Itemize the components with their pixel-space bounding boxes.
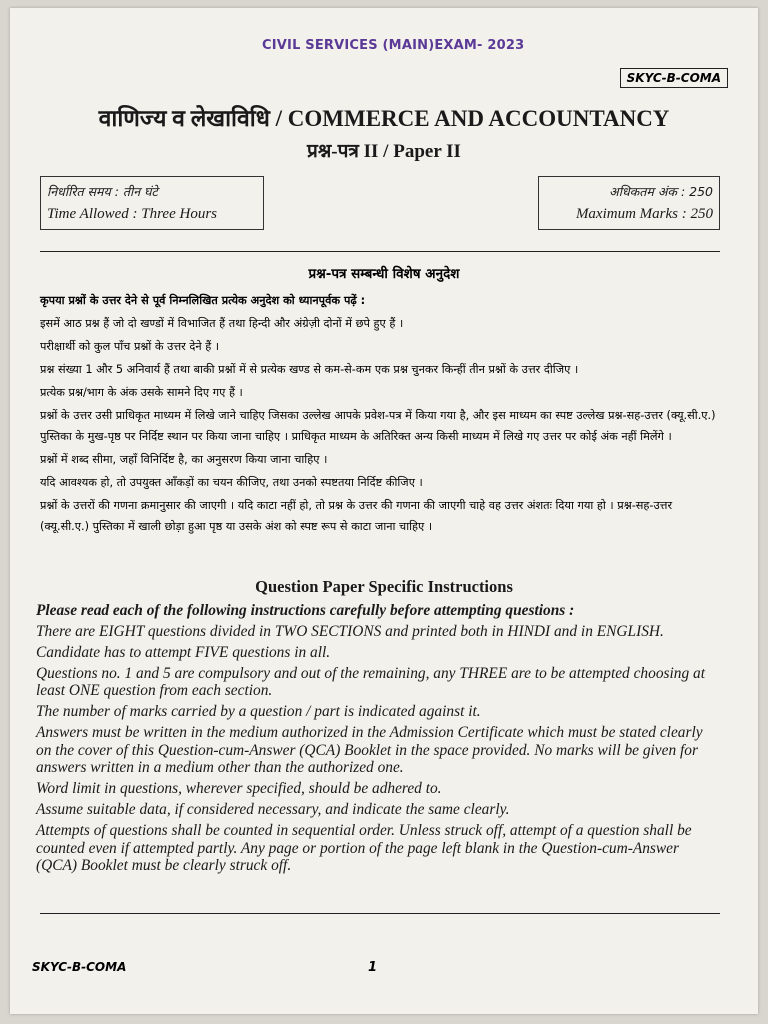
- english-instructions-heading: Question Paper Specific Instructions: [255, 577, 513, 596]
- page-number: 1: [368, 960, 378, 975]
- hindi-instruction-item: परीक्षार्थी को कुल पाँच प्रश्नों के उत्तर देने हैं ।: [40, 340, 220, 353]
- english-instruction-item: Assume suitable data, if considered necessary, and indicate the same clearly.: [36, 801, 510, 818]
- time-allowed-english: Time Allowed : Three Hours: [47, 206, 218, 222]
- hindi-instructions-lead: कृपया प्रश्नों के उत्तर देने से पूर्व निम्नलिखित प्रत्येक अनुदेश को ध्यानपूर्वक पढ़ें :: [40, 294, 366, 307]
- english-instructions-lead: Please read each of the following instructions carefully before attempting questions :: [36, 602, 575, 619]
- page-title: वाणिज्य व लेखाविधि / COMMERCE AND ACCOUNTANCY: [98, 106, 670, 131]
- question-paper-page: [10, 8, 758, 1014]
- english-instruction-item: Attempts of questions shall be counted in sequential order. Unless struck off, attempt of a question shall be counted even if attempted partly. Any page or portion of the page left blank in the Question-cum-Answer (QCA) Booklet must be clearly struck off.: [36, 822, 692, 874]
- maximum-marks-hindi: अधिकतम अंक : 250: [609, 184, 713, 199]
- exam-stamp: CIVIL SERVICES (MAIN)EXAM- 2023: [262, 38, 525, 53]
- time-allowed-hindi: निर्धारित समय : तीन घंटे: [47, 184, 158, 199]
- hindi-instruction-item: प्रश्नों के उत्तरों की गणना क्रमानुसार की जाएगी । यदि काटा नहीं हो, तो प्रश्न के उत्तर की गणना की जाएगी चाहे वह उत्तर अंशतः दिया गया हो । प्रश्न-सह-उत्तर (क्यू.सी.ए.) पुस्तिका में खाली छोड़ा हुआ पृष्ठ या उसके अंश को स्पष्ट रूप से काटा जाना चाहिए ।: [40, 499, 673, 533]
- hindi-instruction-item: यदि आवश्यक हो, तो उपयुक्त आँकड़ों का चयन कीजिए, तथा उनको स्पष्टतया निर्दिष्ट कीजिए ।: [40, 476, 423, 489]
- hindi-instruction-item: इसमें आठ प्रश्न हैं जो दो खण्डों में विभाजित हैं तथा हिन्दी और अंग्रेज़ी दोनों में छपे हुए हैं ।: [40, 317, 404, 330]
- paper-code-box: SKYC-B-COMA: [620, 68, 728, 88]
- english-instruction-item: Candidate has to attempt FIVE questions in all.: [36, 643, 331, 661]
- footer-paper-code: SKYC-B-COMA: [32, 960, 127, 974]
- divider-top: [40, 251, 720, 252]
- maximum-marks-box: [538, 176, 720, 230]
- hindi-instruction-item: प्रत्येक प्रश्न/भाग के अंक उसके सामने दिए गए हैं ।: [40, 386, 243, 399]
- maximum-marks-english: Maximum Marks : 250: [575, 206, 713, 222]
- english-instructions-list: [36, 602, 720, 878]
- hindi-instructions-heading: प्रश्न-पत्र सम्बन्धी विशेष अनुदेश: [308, 266, 460, 282]
- time-allowed-box: [40, 176, 264, 230]
- hindi-instructions-list: [40, 290, 720, 539]
- hindi-instruction-item: प्रश्न संख्या 1 और 5 अनिवार्य हैं तथा बाकी प्रश्नों में से प्रत्येक खण्ड से कम-से-कम एक प्रश्न चुनकर किन्हीं तीन प्रश्नों के उत्तर दीजिए ।: [40, 363, 579, 376]
- hindi-instruction-item: प्रश्नों में शब्द सीमा, जहाँ विनिर्दिष्ट है, का अनुसरण किया जाना चाहिए ।: [40, 453, 328, 466]
- english-instruction-item: There are EIGHT questions divided in TWO SECTIONS and printed both in HINDI and in ENGLISH.: [36, 622, 664, 640]
- english-instruction-item: Questions no. 1 and 5 are compulsory and out of the remaining, any THREE are to be attempted choosing at least ONE question from each section.: [36, 664, 705, 699]
- hindi-instruction-item: प्रश्नों के उत्तर उसी प्राधिकृत माध्यम में लिखे जाने चाहिए जिसका उल्लेख आपके प्रवेश-पत्र में किया गया है, और इस माध्यम का स्पष्ट उल्लेख प्रश्न-सह-उत्तर (क्यू.सी.ए.) पुस्तिका के मुख-पृष्ठ पर निर्दिष्ट स्थान पर किया जाना चाहिए । प्राधिकृत माध्यम के अतिरिक्त अन्य किसी माध्यम में लिखे गए उत्तर पर कोई अंक नहीं मिलेंगे ।: [40, 409, 716, 443]
- paper-subtitle: प्रश्न-पत्र II / Paper II: [307, 141, 461, 162]
- english-instruction-item: Word limit in questions, wherever specified, should be adhered to.: [36, 780, 442, 797]
- english-instruction-item: The number of marks carried by a question / part is indicated against it.: [36, 703, 481, 720]
- english-instruction-item: Answers must be written in the medium authorized in the Admission Certificate which must be stated clearly on the cover of this Question-cum-Answer (QCA) Booklet in the space provided. No marks will be given for answers written in a medium other than the authorized one.: [36, 724, 703, 776]
- divider-bottom: [40, 913, 720, 914]
